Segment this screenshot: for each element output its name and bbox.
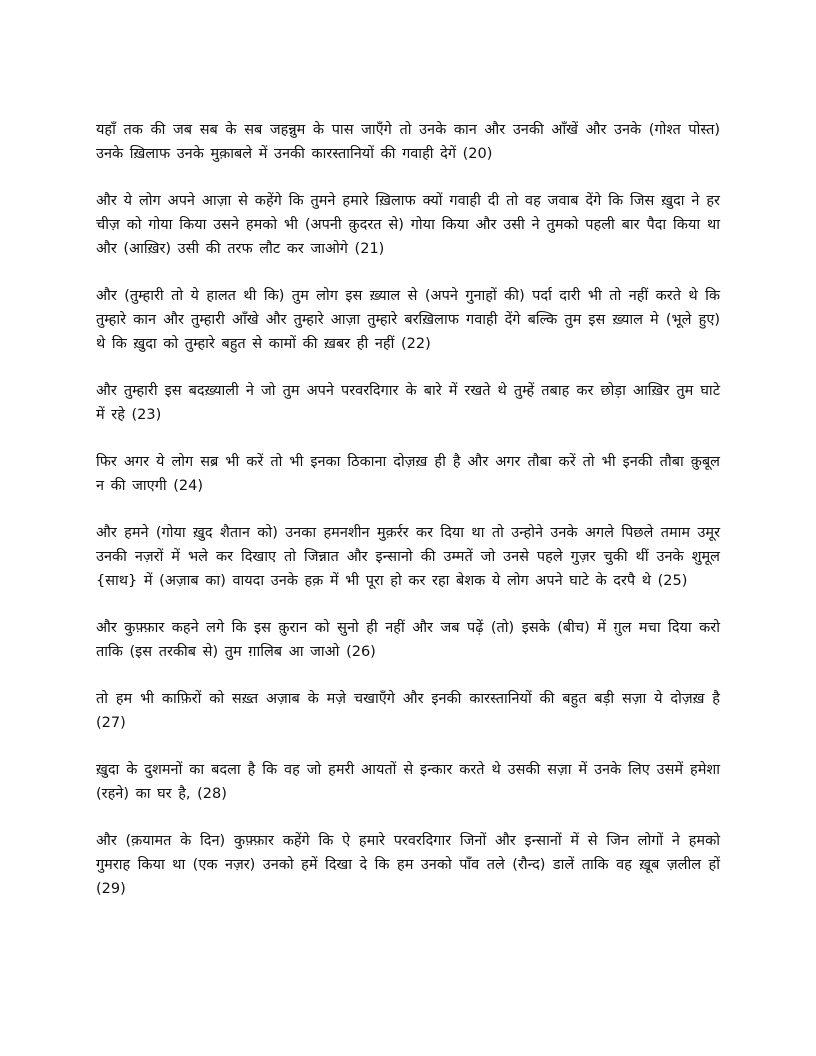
verse-23: और तुम्हारी इस बदख़्याली ने जो तुम अपने परवरदिगार के बारे में रखते थे तुम्हें तबाह कर छोड़ा आख़िर तुम घाटे में रहे (23): [96, 383, 720, 423]
verse-21: और ये लोग अपने आज़ा से कहेंगे कि तुमने हमारे ख़िलाफ क्यों गवाही दी तो वह जवाब देंगे कि जिस ख़ुदा ने हर चीज़ को गोया किया उसने हमको भी (अपनी क़ुदरत से) गोया किया और उसी ने तुमको पहली बार पैदा किया था और (आख़िर) उसी की तरफ लौट कर जाओगे (21): [96, 193, 720, 257]
verse-28: ख़ुदा के दुशमनों का बदला है कि वह जो हमरी आयतों से इन्कार करते थे उसकी सज़ा में उनके लिए उसमें हमेशा (रहने) का घर है, (28): [96, 762, 720, 802]
verse-29: और (क़यामत के दिन) कुफ़्फ़ार कहेंगे कि ऐ हमारे परवरदिगार जिनों और इन्सानों में से जिन लोगों ने हमको गुमराह किया था (एक नज़र) उनको हमें दिखा दे कि हम उनको पाँव तले (रौन्द) डालें ताकि वह ख़ूब ज़लील हों (29): [96, 833, 720, 897]
verse-26: और कुफ़्फ़ार कहने लगे कि इस क़ुरान को सुनो ही नहीं और जब पढ़ें (तो) इसके (बीच) में ग़ुल मचा दिया करो ताकि (इस तरकीब से) तुम ग़ालिब आ जाओ (26): [96, 620, 720, 660]
verse-list: [96, 118, 720, 924]
verse-25: और हमने (गोया ख़ुद शैतान को) उनका हमनशीन मुक़र्रर कर दिया था तो उन्होने उनके अगले पिछले तमाम उमूर उनकी नज़रों में भले कर दिखाए तो जिन्नात और इन्सानो की उम्मतें जो उनसे पहले गुज़र चुकी थीं उनके शुमूल {साथ} में (अज़ाब का) वायदा उनके हक़ में भी पूरा हो कर रहा बेशक ये लोग अपने घाटे के दरपै थे (25): [96, 525, 720, 589]
verse-27: तो हम भी काफ़िरों को सख़्त अज़ाब के मज़े चखाएँगे और इनकी कारस्तानियों की बहुत बड़ी सज़ा ये दोज़ख़ है (27): [96, 691, 720, 731]
verse-24: फिर अगर ये लोग सब्र भी करें तो भी इनका ठिकाना दोज़ख़ ही है और अगर तौबा करें तो भी इनकी तौबा क़ुबूल न की जाएगी (24): [96, 454, 720, 494]
verse-20: यहाँ तक की जब सब के सब जहन्नुम के पास जाएँगे तो उनके कान और उनकी आँखें और उनके (गोश्त पोस्त) उनके ख़िलाफ उनके मुक़ाबले में उनकी कारस्तानियों की गवाही देगें (20): [96, 122, 720, 162]
verse-22: और (तुम्हारी तो ये हालत थी कि) तुम लोग इस ख़्याल से (अपने गुनाहों की) पर्दा दारी भी तो नहीं करते थे कि तुम्हारे कान और तुम्हारी आँखे और तुम्हारे आज़ा तुम्हारे बरख़िलाफ गवाही देंगे बल्कि तुम इस ख़्याल मे (भूले हुए) थे कि ख़ुदा को तुम्हारे बहुत से कामों की ख़बर ही नहीं (22): [96, 288, 720, 352]
